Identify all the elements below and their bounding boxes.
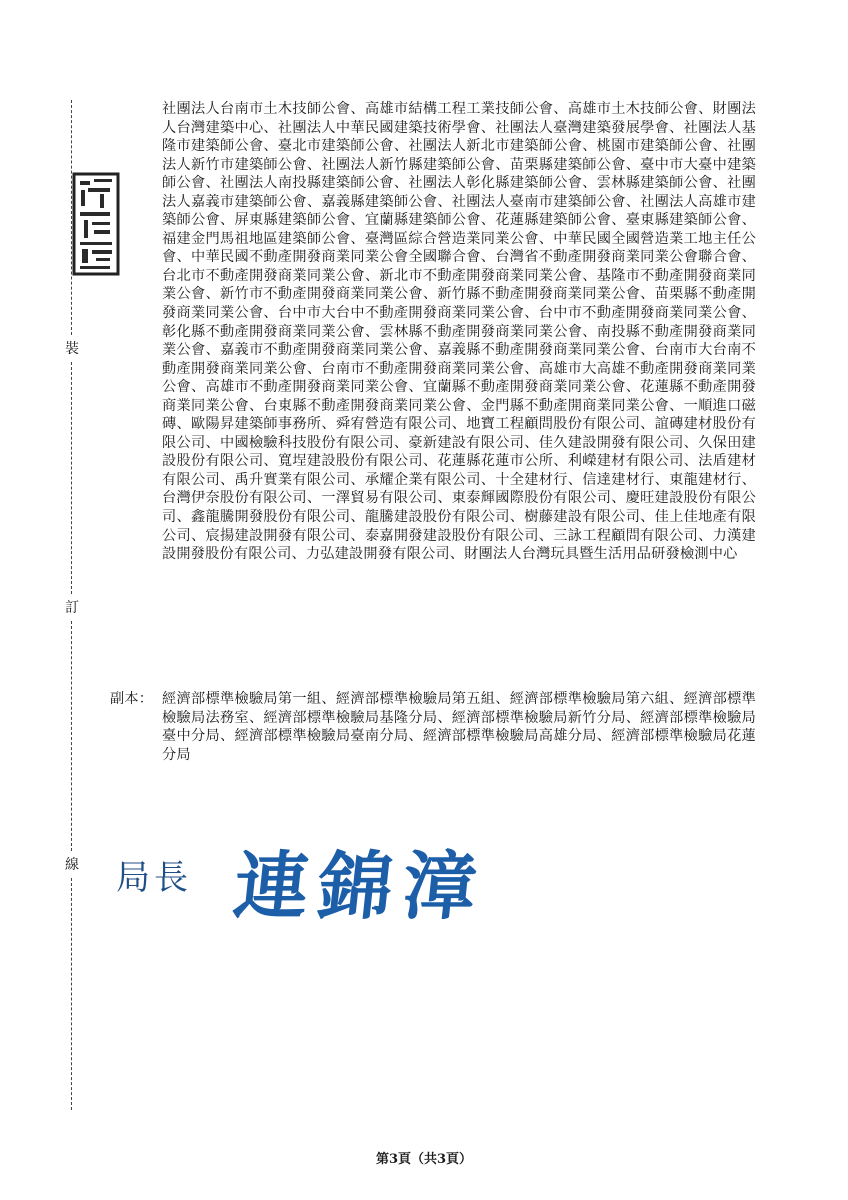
seal-stamp-graphic bbox=[72, 172, 120, 276]
binding-dashed-line bbox=[71, 878, 72, 1110]
binding-char-ding: 訂 bbox=[62, 600, 82, 616]
signature-block bbox=[110, 820, 550, 940]
binding-dashed-line bbox=[71, 362, 72, 594]
page-number: 第3頁（共3頁） bbox=[375, 1152, 473, 1167]
signature-title: 局長 bbox=[116, 858, 192, 898]
binding-char-xian: 線 bbox=[62, 857, 82, 873]
binding-char-zhuang: 裝 bbox=[62, 341, 82, 357]
binding-dashed-line bbox=[71, 621, 72, 851]
cc-recipients: 經濟部標準檢驗局第一組、經濟部標準檢驗局第五組、經濟部標準檢驗局第六組、經濟部標準檢驗局法務室、經濟部標準檢驗局基隆分局、經濟部標準檢驗局新竹分局、經濟部標準檢驗局臺中分局、經濟部標準檢驗局臺南分局、經濟部標準檢驗局高雄分局、經濟部標準檢驗局花蓮分局 bbox=[162, 691, 756, 763]
recipients-list: 社團法人台南市土木技師公會、高雄市結構工程工業技師公會、高雄市土木技師公會、財團法人台灣建築中心、社團法人中華民國建築技術學會、社團法人臺灣建築發展學會、社團法人基隆市建築師公會、臺北市建築師公會、社團法人新北市建築師公會、桃園市建築師公會、社團法人新竹市建築師公會、社團法人新竹縣建築師公會、苗栗縣建築師公會、臺中市大臺中建築師公會、社團法人南投縣建築師公會、社團法人彰化縣建築師公會、雲林縣建築師公會、社團法人嘉義市建築師公會、嘉義縣建築師公會、社團法人臺南市建築師公會、社團法人高雄市建築師公會、屏東縣建築師公會、宜蘭縣建築師公會、花蓮縣建築師公會、臺東縣建築師公會、福建金門馬祖地區建築師公會、臺灣區綜合營造業同業公會、中華民國全國營造業工地主任公會、中華民國不動產開發商業同業公會全國聯合會、台灣省不動產開發商業同業公會聯合會、台北市不動產開發商業同業公會、新北市不動產開發商業同業公會、基隆市不動產開發商業同業公會、新竹市不動產開發商業同業公會、新竹縣不動產開發商業同業公會、苗栗縣不動產開發商業同業公會、台中市大台中不動產開發商業同業公會、台中市不動產開發商業同業公會、彰化縣不動產開發商業同業公會、雲林縣不動產開發商業同業公會、南投縣不動產開發商業同業公會、嘉義市不動產開發商業同業公會、嘉義縣不動產開發商業同業公會、台南市大台南不動產開發商業同業公會、台南市不動產開發商業同業公會、高雄市大高雄不動產開發商業同業公會、高雄市不動產開發商業同業公會、宜蘭縣不動產開發商業同業公會、花蓮縣不動產開發商業同業公會、台東縣不動產開發商業同業公會、金門縣不動產開商業同業公會、一順進口磁磚、歐陽昇建築師事務所、舜宥營造有限公司、地寶工程顧問股份有限公司、誼磚建材股份有限公司、中國檢驗科技股份有限公司、豪新建設有限公司、佳久建設開發有限公司、久保田建設股份有限公司、寬埕建設股份有限公司、花蓮縣花蓮市公所、利嶸建材有限公司、法盾建材有限公司、禹升實業有限公司、承耀企業有限公司、十全建材行、信達建材行、東龍建材行、台灣伊奈股份有限公司、一澤貿易有限公司、東泰輝國際股份有限公司、慶旺建設股份有限公司、鑫龍騰開發股份有限公司、龍騰建設股份有限公司、樹藤建設有限公司、佳上佳地產有限公司、宸揚建設開發有限公司、泰嘉開發建設股份有限公司、三詠工程顧問有限公司、力漢建設開發股份有限公司、力弘建設開發有限公司、財團法人台灣玩具暨生活用品研發檢測中心 bbox=[162, 101, 756, 563]
signature-name: 連錦漳 bbox=[229, 844, 491, 930]
cc-label: 副本： bbox=[110, 691, 154, 707]
seal-stamp-image bbox=[72, 172, 120, 276]
